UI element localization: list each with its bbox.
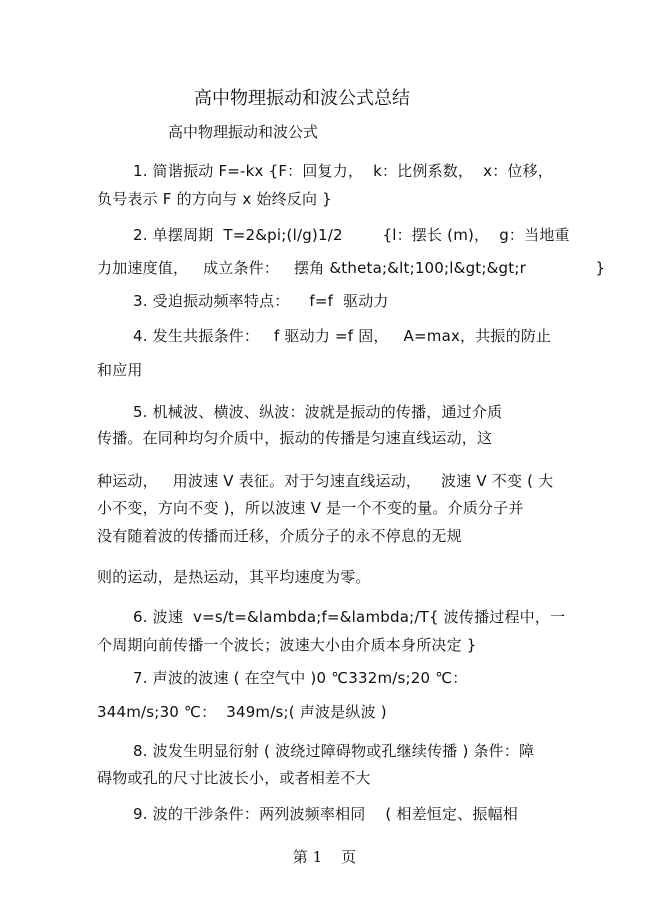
page-subtitle: 高中物理振动和波公式 [168,123,319,141]
body-line-18: 8. 波发生明显衍射 ( 波绕过障碍物或孔继续传播 ) 条件：障 [133,742,535,760]
body-line-19: 碍物或孔的尺寸比波长小，或者相差不大 [97,769,371,787]
body-line-2: 负号表示 F 的方向与 x 始终反向 } [97,190,332,208]
body-line-3: 2. 单摆周期 T=2&pi;(l/g)1/2 {l：摆长 (m)， g：当地重 [133,226,570,244]
body-line-20: 9. 波的干涉条件：两列波频率相同 ( 相差恒定、振幅相 [133,805,518,823]
page-title: 高中物理振动和波公式总结 [194,88,410,109]
body-line-6: 4. 发生共振条件： f 驱动力 =f 固， A=max，共振的防止 [133,327,552,345]
body-line-11: 小不变，方向不变 )，所以波速 V 是一个不变的量。介质分子并 [97,499,524,517]
body-line-14: 6. 波速 v=s/t=&lambda;f=&lambda;/T{ 波传播过程中，一 [133,608,566,626]
body-line-7: 和应用 [97,361,143,379]
body-line-5: 3. 受迫振动频率特点： f=f 驱动力 [133,292,389,310]
body-line-13: 则的运动，是热运动，其平均速度为零。 [97,568,371,586]
body-line-8: 5. 机械波、横波、纵波：波就是振动的传播，通过介质 [133,403,503,421]
body-line-4: 力加速度值， 成立条件： 摆角 &theta;&lt;100;l&gt;&gt;r } [97,259,606,277]
body-line-12: 没有随着波的传播而迁移，介质分子的永不停息的无规 [97,527,462,545]
body-line-17: 344m/s;30 ℃： 349m/s;( 声波是纵波 ) [97,703,387,721]
body-line-10: 种运动， 用波速 V 表征。对于匀速直线运动， 波速 V 不变 ( 大 [97,472,554,490]
body-line-16: 7. 声波的波速 ( 在空气中 )0 ℃332m/s;20 ℃： [133,669,468,687]
page-footer: 第 1 页 [292,848,357,866]
body-line-15: 个周期向前传播一个波长；波速大小由介质本身所决定 } [97,636,477,654]
body-line-1: 1. 简谐振动 F=-kx {F：回复力， k：比例系数， x：位移， [133,162,553,180]
body-line-9: 传播。在同种均匀介质中，振动的传播是匀速直线运动，这 [97,429,493,447]
